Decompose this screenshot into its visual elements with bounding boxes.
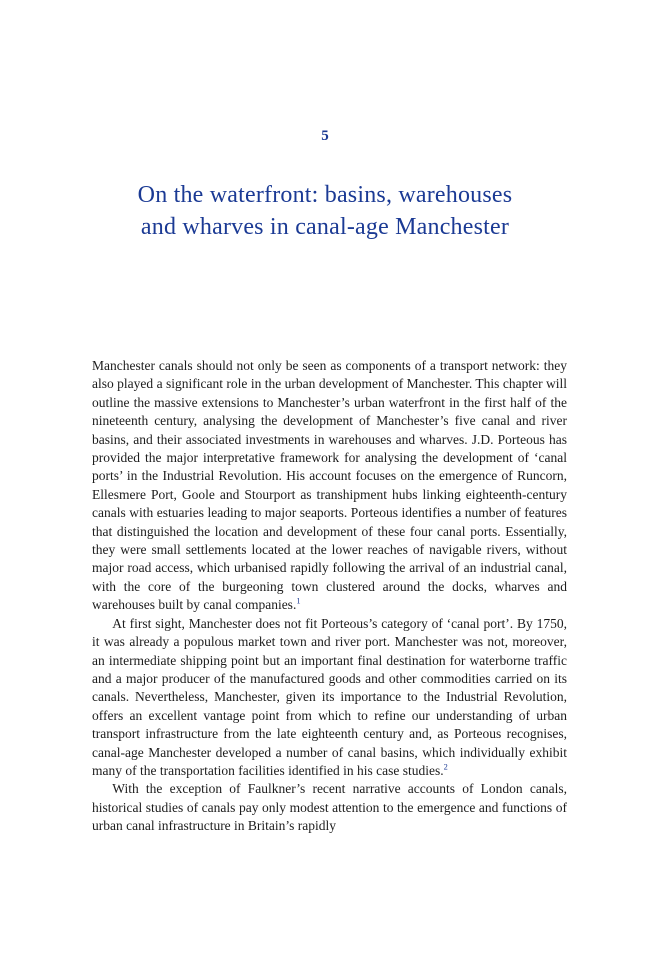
chapter-title <box>65 179 585 243</box>
body-text-block <box>92 357 567 836</box>
paragraph-2 <box>92 615 567 781</box>
chapter-title-line-1: On the waterfront: basins, warehouses <box>137 182 513 208</box>
paragraph-2-text: At first sight, Manchester does not fit Porteous’s category of ‘canal port’. By 1750, it was already a populous market town and river port. Manchester was not, moreover, an intermediate shipping point but an important final destination for waterborne traffic and a major producer of the manufactured goods and other commodities carried on its canals. Nevertheless, Manchester, given its importance to the Industrial Revolution, offers an excellent vantage point from which to refine our understanding of urban transport infrastructure from the late eighteenth century and, as Porteous recognises, canal-age Manchester developed a number of canal basins, which individually exhibit many of the transportation facilities identified in his case studies. <box>92 615 567 778</box>
chapter-title-line-2: and wharves in canal-age Manchester <box>140 214 510 240</box>
paragraph-3 <box>92 780 567 835</box>
paragraph-1-text: Manchester canals should not only be seen as components of a transport network: they also played a significant role in the urban development of Manchester. This chapter will outline the massive extensions to Manchester’s urban waterfront in the first half of the nineteenth century, analysing the development of Manchester’s five canal and river basins, and their associated investments in warehouses and wharves. J.D. Porteous has provided the major interpretative framework for analysing the development of ‘canal ports’ in the Industrial Revolution. His account focuses on the emergence of Runcorn, Ellesmere Port, Goole and Stourport as transhipment hubs linking eighteenth-century canals with estuaries leading to major seaports. Porteous identifies a number of features that distinguished the location and development of these four canal ports. Essentially, they were small settlements located at the lower reaches of navigable rivers, without major road access, which urbanised rapidly following the arrival of an industrial canal, with the core of the burgeoning town clustered around the docks, wharves and warehouses built by canal companies. <box>92 358 567 613</box>
paragraph-1 <box>92 357 567 615</box>
paragraph-3-text: With the exception of Faulkner’s recent narrative accounts of London canals, historical studies of canals pay only modest attention to the emergence and functions of urban canal infrastructure in Britain’s rapidly <box>92 781 567 834</box>
footnote-marker-2: 2 <box>443 762 448 772</box>
chapter-number: 5 <box>321 128 329 144</box>
footnote-marker-1: 1 <box>296 596 301 606</box>
